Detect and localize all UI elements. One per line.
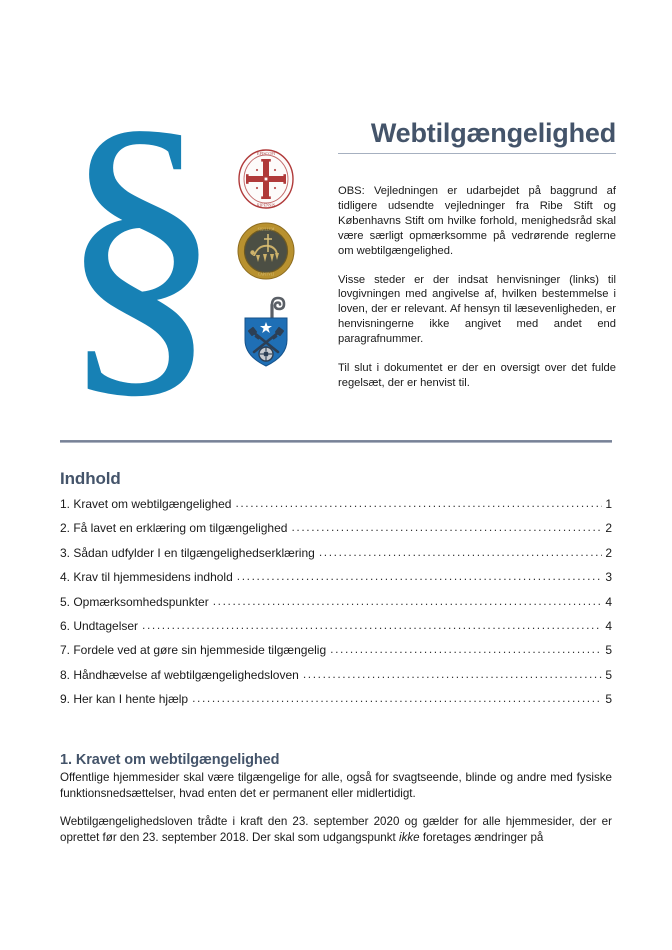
toc-entry-page: 5 bbox=[605, 643, 612, 658]
title-underline-rule bbox=[338, 153, 616, 154]
toc-entry-page: 5 bbox=[605, 692, 612, 707]
toc-entry-page: 2 bbox=[605, 521, 612, 536]
toc-entry-page: 1 bbox=[605, 497, 612, 511]
toc-leader-dots bbox=[235, 496, 602, 508]
toc-leader-dots bbox=[213, 594, 602, 606]
intro-paragraph-1: OBS: Vejledningen er udarbejdet på baggrund af tidligere udsendte vejledninger fra Ribe Stift og Københavns Stift om hvilke forhold, menighedsråd skal være særligt opmærksomme på vedrørende reglerne om webtilgængelighed. bbox=[338, 185, 616, 257]
toc-entry-label: 7. Fordele ved at gøre sin hjemmeside tilgængelig bbox=[60, 643, 327, 658]
intro-text-block bbox=[338, 184, 616, 391]
section-paragraph-2-emphasis: ikke bbox=[399, 830, 420, 844]
toc-entry[interactable] bbox=[60, 595, 612, 609]
toc-entry-label: 4. Krav til hjemmesidens indhold bbox=[60, 570, 233, 585]
ribe-stift-seal-icon bbox=[237, 148, 295, 210]
toc-leader-dots bbox=[330, 642, 602, 654]
toc-entry[interactable] bbox=[60, 692, 612, 706]
toc-entry-page: 4 bbox=[605, 594, 612, 609]
svg-text:EPISCOPI: EPISCOPI bbox=[256, 151, 276, 156]
toc-entry-label: 5. Opmærksomhedspunkter bbox=[60, 594, 209, 609]
seal-group bbox=[223, 148, 309, 370]
toc-leader-dots bbox=[303, 667, 602, 679]
brand-column bbox=[58, 62, 308, 427]
toc-entry-label: 1. Kravet om webtilgængelighed bbox=[60, 497, 232, 511]
title-column bbox=[338, 118, 616, 391]
section-paragraph-2-part-2: foretages ændringer på bbox=[419, 830, 544, 844]
document-header bbox=[0, 62, 672, 427]
toc-entry-page: 3 bbox=[605, 570, 612, 585]
toc-leader-dots bbox=[291, 520, 602, 532]
toc-entry[interactable] bbox=[60, 643, 612, 657]
toc-entry[interactable] bbox=[60, 521, 612, 535]
page-title: Webtilgængelighed bbox=[370, 118, 616, 148]
toc-entry-label: 8. Håndhævelse af webtilgængelighedsloven bbox=[60, 667, 299, 682]
agnus-dei-seal-icon bbox=[237, 222, 295, 280]
toc-leader-dots bbox=[142, 618, 602, 630]
toc-entry-label: 3. Sådan udfylder I en tilgængelighedserklæring bbox=[60, 545, 315, 560]
toc-entry[interactable] bbox=[60, 570, 612, 584]
toc-entry-page: 4 bbox=[605, 618, 612, 633]
bishop-coat-of-arms-icon bbox=[237, 292, 295, 370]
section-heading: 1. Kravet om webtilgængelighed bbox=[60, 752, 280, 768]
toc-entry-label: 9. Her kan I hente hjælp bbox=[60, 692, 189, 707]
toc-entry-label: 2. Få lavet en erklæring om tilgængelighed bbox=[60, 521, 288, 536]
section-paragraph-2 bbox=[60, 814, 612, 846]
toc-entry-page: 5 bbox=[605, 667, 612, 682]
svg-text:RIPENSIS: RIPENSIS bbox=[256, 202, 276, 208]
toc-entry[interactable] bbox=[60, 546, 612, 560]
toc-entry-page: 2 bbox=[605, 545, 612, 560]
toc-heading: Indhold bbox=[60, 469, 121, 488]
section-paragraph-2-part-1: Webtilgængelighedsloven trådte i kraft den 23. september 2020 og gælder for alle hjemmesider, der er oprettet før den 23. september 2018. Der skal som udgangspunkt bbox=[60, 814, 612, 844]
toc-leader-dots bbox=[319, 545, 602, 557]
section-divider bbox=[60, 440, 612, 443]
section-paragraph-1: Offentlige hjemmesider skal være tilgængelige for alle, også for svagtseende, blinde og andre med fysiske funktionsnedsættelser, hvad enten det er permanent eller midlertidigt. bbox=[60, 771, 612, 800]
toc-entry[interactable] bbox=[60, 668, 612, 682]
section-1 bbox=[60, 752, 612, 846]
toc-entry[interactable] bbox=[60, 497, 612, 511]
svg-text:SIGILLVM: SIGILLVM bbox=[257, 227, 275, 232]
toc-leader-dots bbox=[237, 569, 602, 581]
toc-list bbox=[60, 497, 612, 707]
toc-leader-dots bbox=[192, 691, 602, 703]
svg-text:CAPITVLI: CAPITVLI bbox=[257, 272, 275, 277]
intro-paragraph-2: Visse steder er der indsat henvisninger (links) til lovgivningen med angivelse af, hvilken bestemmelse i loven, der er relevant. Af hensyn til læsevenligheden, er henvisningerne ikke angivet med andet end paragrafnummer. bbox=[338, 273, 616, 346]
table-of-contents bbox=[60, 469, 612, 717]
intro-paragraph-3: Til slut i dokumentet er der en oversigt over det fulde regelsæt, der er henvist til. bbox=[338, 361, 616, 389]
toc-entry[interactable] bbox=[60, 619, 612, 633]
toc-entry-label: 6. Undtagelser bbox=[60, 618, 139, 633]
paragraph-symbol-icon: § bbox=[58, 62, 223, 427]
